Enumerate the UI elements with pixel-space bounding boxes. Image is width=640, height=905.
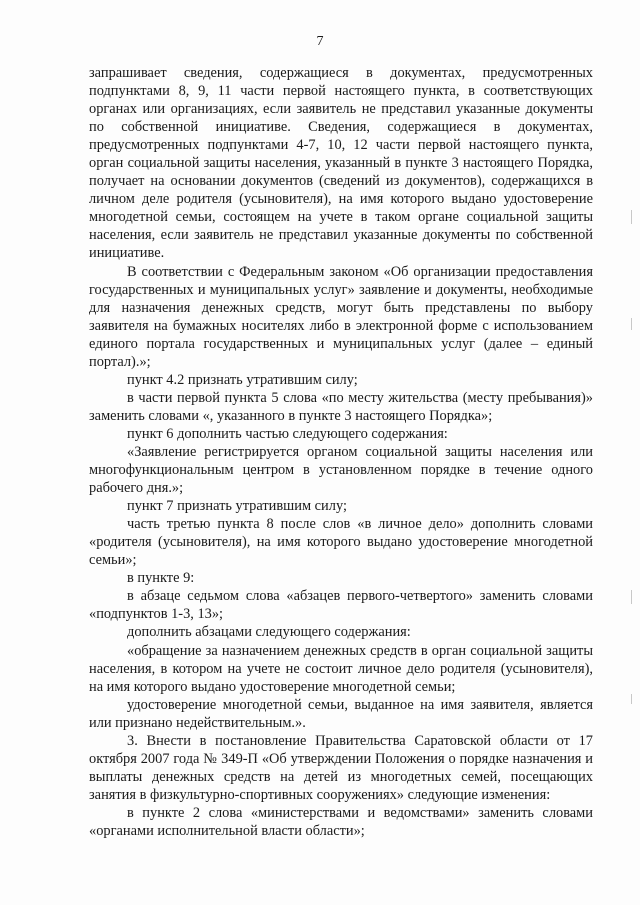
scan-mark: [631, 694, 632, 704]
scan-mark: [631, 318, 632, 330]
paragraph: в абзаце седьмом слова «абзацев первого-четвертого» заменить словами «подпунктов 1-3, 13»;: [89, 588, 593, 623]
paragraph: 3. Внести в постановление Правительства Саратовской области от 17 октября 2007 года № 349-П «Об утверждении Положения о порядке назначения и выплаты денежных средств на детей из многодетных семей, посещающих занятия в физкультурно-спортивных сооружениях» следующие изменения:: [89, 732, 593, 803]
paragraph: в части первой пункта 5 слова «по месту жительства (месту пребывания)» заменить словами «, указанного в пункте 3 настоящего Порядка»;: [89, 389, 593, 424]
paragraph: пункт 4.2 признать утратившим силу;: [127, 371, 358, 388]
paragraph: «Заявление регистрируется органом социальной защиты населения или многофункциональным центром в установленном порядке в течение одного рабочего дня.»;: [89, 443, 593, 497]
scan-mark: [631, 590, 632, 604]
paragraph: В соответствии с Федеральным законом «Об организации предоставления государственных и муниципальных услуг» заявление и документы, необходимые для назначения денежных средств, могут быть представлены по выбору заявителя на бумажных носителях либо в электронной форме с использованием единого портала государственных и муниципальных услуг (далее – единый портал).»;: [89, 263, 593, 370]
paragraph: «обращение за назначением денежных средств в орган социальной защиты населения, в котором на учете не состоит личное дело родителя (усыновителя), на имя которого выдано удостоверение многодетной семьи;: [89, 642, 593, 695]
paragraph: запрашивает сведения, содержащиеся в документах, предусмотренных подпунктами 8, 9, 11 части первой настоящего пункта, в соответствующих органах или организациях, если заявитель не представил указанные документы по собственной инициативе. Сведения, содержащиеся в документах, предусмотренных подпунктами 4-7, 10, 12 части первой настоящего пункта, орган социальной защиты населения, указанный в пункте 3 настоящего Порядка, получает на основании документов (сведений из документов), содержащихся в личном деле родителя (усыновителя), на имя которого выдано удостоверение многодетной семьи, состоящем на учете в таком органе социальной защиты населения, если заявитель не представил указанные документы по собственной инициативе.: [89, 65, 593, 262]
paragraph: дополнить абзацами следующего содержания:: [127, 624, 411, 641]
paragraph: часть третью пункта 8 после слов «в личное дело» дополнить словами «родителя (усыновителя), на имя которого выдано удостоверение многодетной семьи»;: [89, 516, 593, 569]
paragraph: пункт 6 дополнить частью следующего содержания:: [127, 425, 448, 442]
scan-mark: [631, 210, 632, 224]
page-number: 7: [316, 34, 324, 49]
paragraph: в пункте 2 слова «министерствами и ведомствами» заменить словами «органами исполнительной власти области»;: [89, 804, 593, 839]
paragraph: пункт 7 признать утратившим силу;: [127, 498, 347, 515]
document-text: [89, 64, 593, 840]
paragraph: удостоверение многодетной семьи, выданное на имя заявителя, является или признано недействительным.».: [89, 696, 593, 731]
paragraph: в пункте 9:: [127, 570, 195, 587]
